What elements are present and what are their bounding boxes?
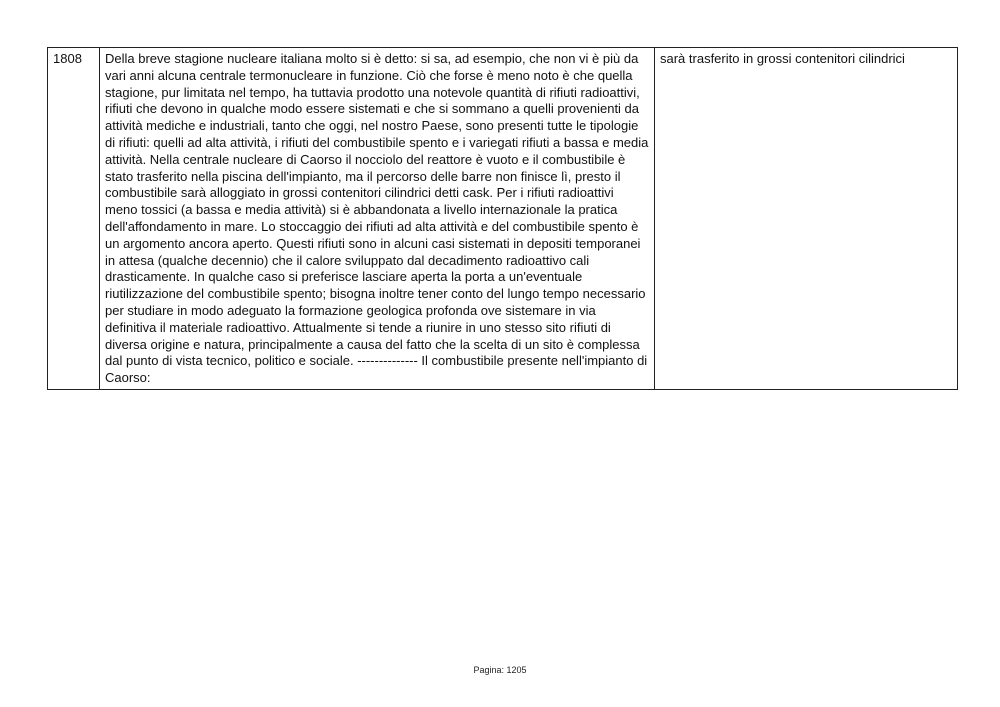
table-row (48, 48, 958, 390)
answer-cell: sarà trasferito in grossi contenitori cilindrici (655, 48, 958, 390)
question-table (47, 47, 958, 390)
question-text-cell: Della breve stagione nucleare italiana molto si è detto: si sa, ad esempio, che non vi è più da vari anni alcuna centrale termonucleare in funzione. Ciò che forse è meno noto è che quella stagione, pur limitata nel tempo, ha tuttavia prodotto una notevole quantità di rifiuti radioattivi, rifiuti che devono in qualche modo essere sistemati e che si sommano a quelli provenienti da attività mediche e industriali, tanto che oggi, nel nostro Paese, sono presenti tutte le tipologie di rifiuti: quelli ad alta attività, i rifiuti del combustibile spento e i variegati rifiuti a bassa e media attività. Nella centrale nucleare di Caorso il nocciolo del reattore è vuoto e il combustibile è stato trasferito nella piscina dell'impianto, ma il percorso delle barre non finisce lì, presto il combustibile sarà alloggiato in grossi contenitori cilindrici detti cask. Per i rifiuti radioattivi meno tossici (a bassa e media attività) si è abbandonata a livello internazionale la pratica dell'affondamento in mare. Lo stoccaggio dei rifiuti ad alta attività e del combustibile spento è un argomento ancora aperto. Questi rifiuti sono in alcuni casi sistemati in depositi temporanei in attesa (qualche decennio) che il calore sviluppato dal decadimento radioattivo cali drasticamente. In qualche caso si preferisce lasciare aperta la porta a un'eventuale riutilizzazione del combustibile spento; bisogna inoltre tener conto del lungo tempo necessario per studiare in modo adeguato la formazione geologica profonda ove sistemare in via definitiva il materiale radioattivo. Attualmente si tende a riunire in uno stesso sito rifiuti di diversa origine e natura, principalmente a causa del fatto che la scelta di un sito è complessa dal punto di vista tecnico, politico e sociale. -------------- Il combustibile presente nell'impianto di Caorso: (100, 48, 655, 390)
question-id-cell: 1808 (48, 48, 100, 390)
page-number: Pagina: 1205 (473, 665, 527, 675)
